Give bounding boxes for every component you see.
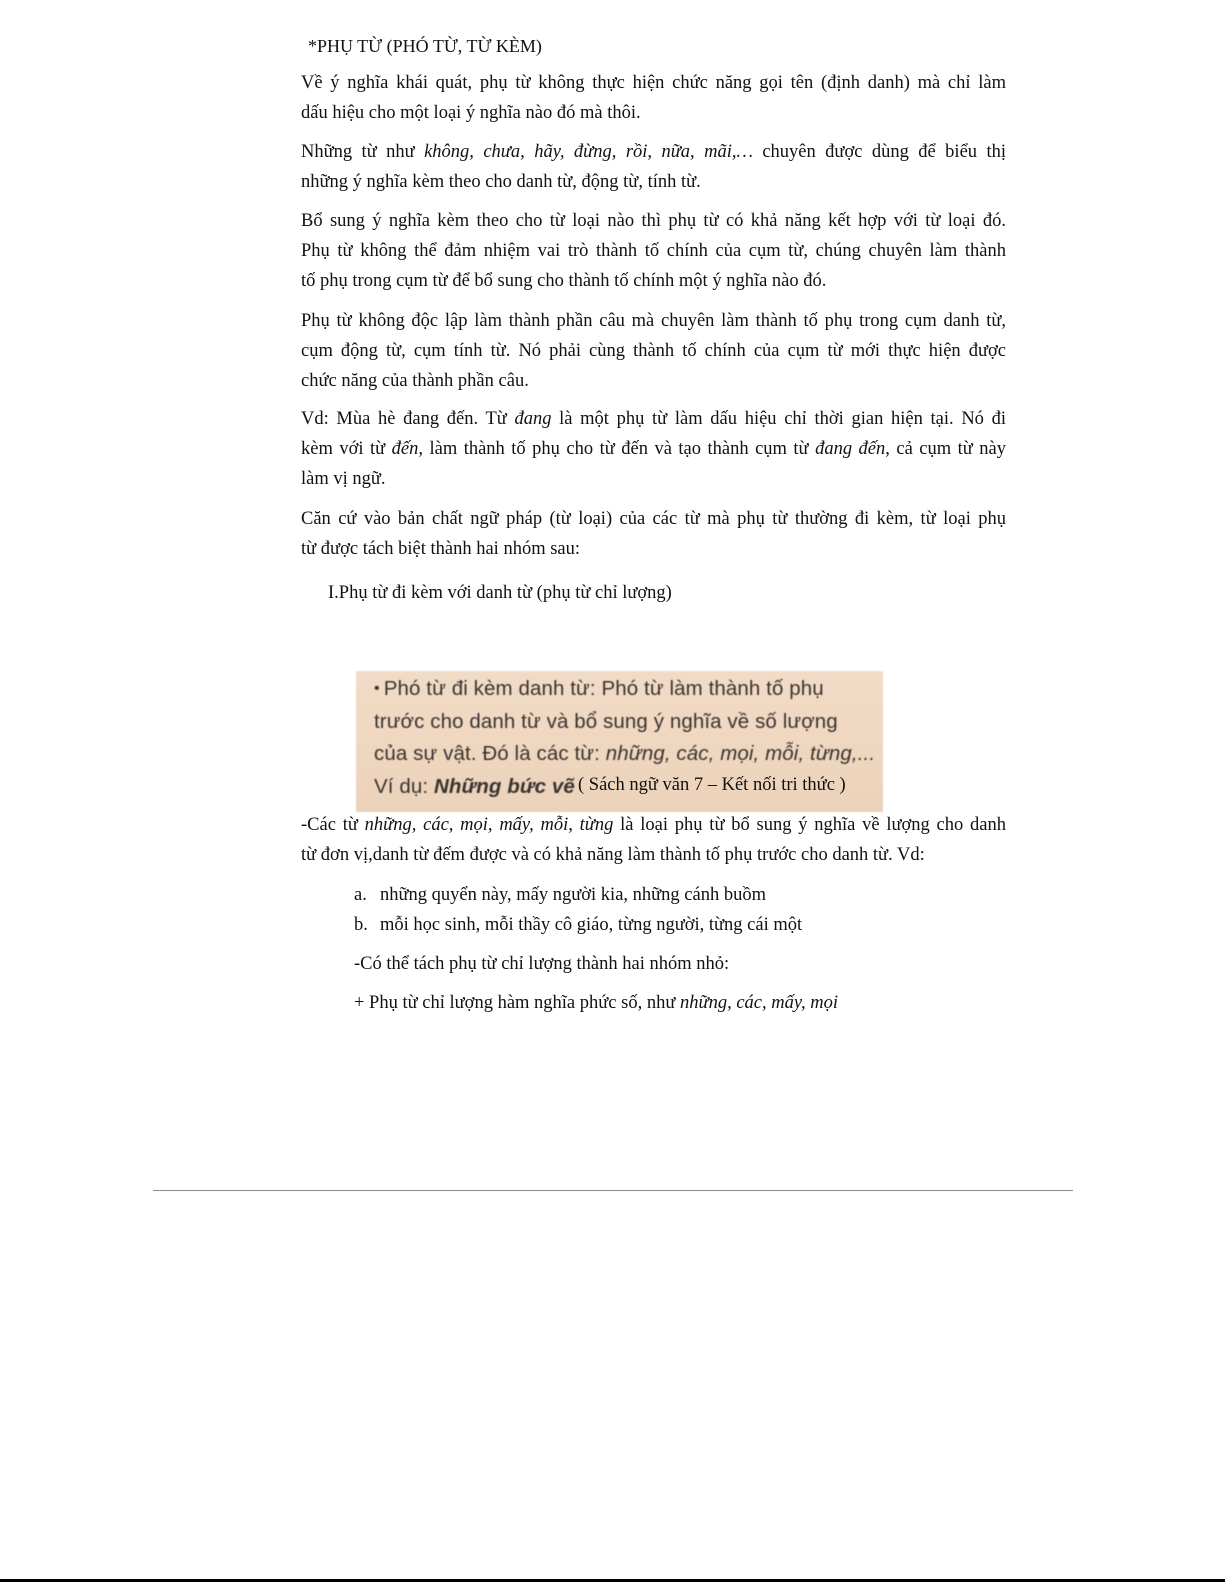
italic-run: những, các, mọi, mấy, mỗi, từng bbox=[364, 815, 614, 835]
text-run: là loại phụ từ bổ sung ý nghĩa về lượng cho danh bbox=[613, 815, 1006, 835]
list-marker: a. bbox=[354, 885, 367, 905]
paragraph-2-line-1 bbox=[301, 137, 1006, 167]
paragraph-6-line-2: từ được tách biệt thành hai nhóm sau: bbox=[301, 539, 581, 559]
italic-run: đang bbox=[514, 409, 552, 429]
example-item-b bbox=[354, 910, 802, 940]
paragraph-4-line-1: Phụ từ không độc lập làm thành phần câu mà chuyên làm thành tố phụ trong cụm danh từ, bbox=[301, 311, 1006, 331]
paragraph-2-line-2: những ý nghĩa kèm theo cho danh từ, động từ, tính từ. bbox=[301, 172, 701, 192]
paragraph-3-line-3: tố phụ trong cụm từ để bổ sung cho thành tố chính một ý nghĩa nào đó. bbox=[301, 271, 827, 291]
text-run: -Các từ bbox=[301, 815, 365, 835]
italic-run: những, các, mấy, mọi bbox=[679, 993, 839, 1013]
paragraph-3 bbox=[301, 206, 1006, 296]
paragraph-9 bbox=[354, 988, 838, 1018]
paragraph-6 bbox=[301, 504, 1006, 564]
paragraph-2 bbox=[301, 137, 1006, 197]
text-run: Vd: Mùa hè đang đến. Từ bbox=[301, 409, 515, 429]
text-run: của sự vật. Đó là các từ: bbox=[374, 742, 606, 765]
list-marker: b. bbox=[354, 915, 368, 935]
page-divider bbox=[153, 1190, 1073, 1191]
paragraph-7 bbox=[301, 810, 1006, 870]
paragraph-5-line-1 bbox=[301, 404, 1006, 434]
text-run: , làm thành tố phụ cho từ đến và tạo thành cụm từ bbox=[418, 439, 816, 459]
excerpt-line-2: trước cho danh từ và bổ sung ý nghĩa về số lượng bbox=[374, 710, 838, 733]
text-run: Những từ như bbox=[301, 142, 425, 162]
paragraph-5-line-2 bbox=[301, 434, 1006, 464]
paragraph-3-line-1: Bổ sung ý nghĩa kèm theo cho từ loại nào thì phụ từ có khả năng kết hợp với từ loại đó. bbox=[301, 211, 1006, 231]
paragraph-5-line-3: làm vị ngữ. bbox=[301, 469, 386, 489]
italic-run: đến bbox=[391, 439, 419, 459]
subsection-heading: I.Phụ từ đi kèm với danh từ (phụ từ chỉ lượng) bbox=[328, 583, 672, 603]
paragraph-7-line-1 bbox=[301, 810, 1006, 840]
list-item-text: mỗi học sinh, mỗi thầy cô giáo, từng người, từng cái một bbox=[380, 915, 803, 935]
text-run: kèm với từ bbox=[301, 439, 392, 459]
paragraph-1-line-1: Về ý nghĩa khái quát, phụ từ không thực hiện chức năng gọi tên (định danh) mà chỉ làm bbox=[301, 73, 1006, 93]
text-run: là một phụ từ làm dấu hiệu chỉ thời gian hiện tại. Nó đi bbox=[551, 409, 1006, 429]
figure-caption: ( Sách ngữ văn 7 – Kết nối tri thức ) bbox=[578, 775, 846, 795]
paragraph-1 bbox=[301, 68, 1006, 128]
text-run: , cả cụm từ này bbox=[885, 439, 1006, 459]
bold-italic-run: Những bức vẽ bbox=[433, 775, 575, 798]
paragraph-6-line-1: Căn cứ vào bản chất ngữ pháp (từ loại) của các từ mà phụ từ thường đi kèm, từ loại phụ bbox=[301, 509, 1006, 529]
italic-run: những, các, mọi, mỗi, từng,... bbox=[605, 742, 876, 765]
paragraph-8: -Có thể tách phụ từ chỉ lượng thành hai nhóm nhỏ: bbox=[354, 954, 730, 974]
section-heading: *PHỤ TỪ (PHÓ TỪ, TỪ KÈM) bbox=[308, 36, 542, 56]
excerpt-line-3 bbox=[374, 742, 874, 766]
italic-run: không, chưa, hãy, đừng, rồi, nữa, mãi,… bbox=[424, 142, 753, 162]
paragraph-4 bbox=[301, 306, 1006, 396]
text-run: chuyên được dùng để biểu thị bbox=[752, 142, 1006, 162]
page-bottom-border bbox=[0, 1579, 1225, 1582]
text-run: Ví dụ: bbox=[374, 775, 434, 798]
italic-run: đang đến bbox=[815, 439, 886, 459]
bullet-icon: • bbox=[374, 680, 380, 697]
paragraph-4-line-2: cụm động từ, cụm tính từ. Nó phải cùng thành tố chính của cụm từ mới thực hiện được bbox=[301, 341, 1006, 361]
list-item-text: những quyển này, mấy người kia, những cánh buồm bbox=[380, 885, 766, 905]
paragraph-4-line-3: chức năng của thành phần câu. bbox=[301, 371, 529, 391]
paragraph-3-line-2: Phụ từ không thể đảm nhiệm vai trò thành tố chính của cụm từ, chúng chuyên làm thành bbox=[301, 241, 1006, 261]
paragraph-5 bbox=[301, 404, 1006, 494]
paragraph-7-line-2: từ đơn vị,danh từ đếm được và có khả năng làm thành tố phụ trước cho danh từ. Vd: bbox=[301, 845, 925, 865]
text-run: + Phụ từ chỉ lượng hàm nghĩa phức số, như bbox=[354, 993, 680, 1013]
text-run: Phó từ đi kèm danh từ: Phó từ làm thành tố phụ bbox=[383, 677, 824, 700]
example-item-a bbox=[354, 880, 766, 910]
excerpt-line-1 bbox=[374, 677, 874, 701]
paragraph-1-line-2: dấu hiệu cho một loại ý nghĩa nào đó mà thôi. bbox=[301, 103, 641, 123]
